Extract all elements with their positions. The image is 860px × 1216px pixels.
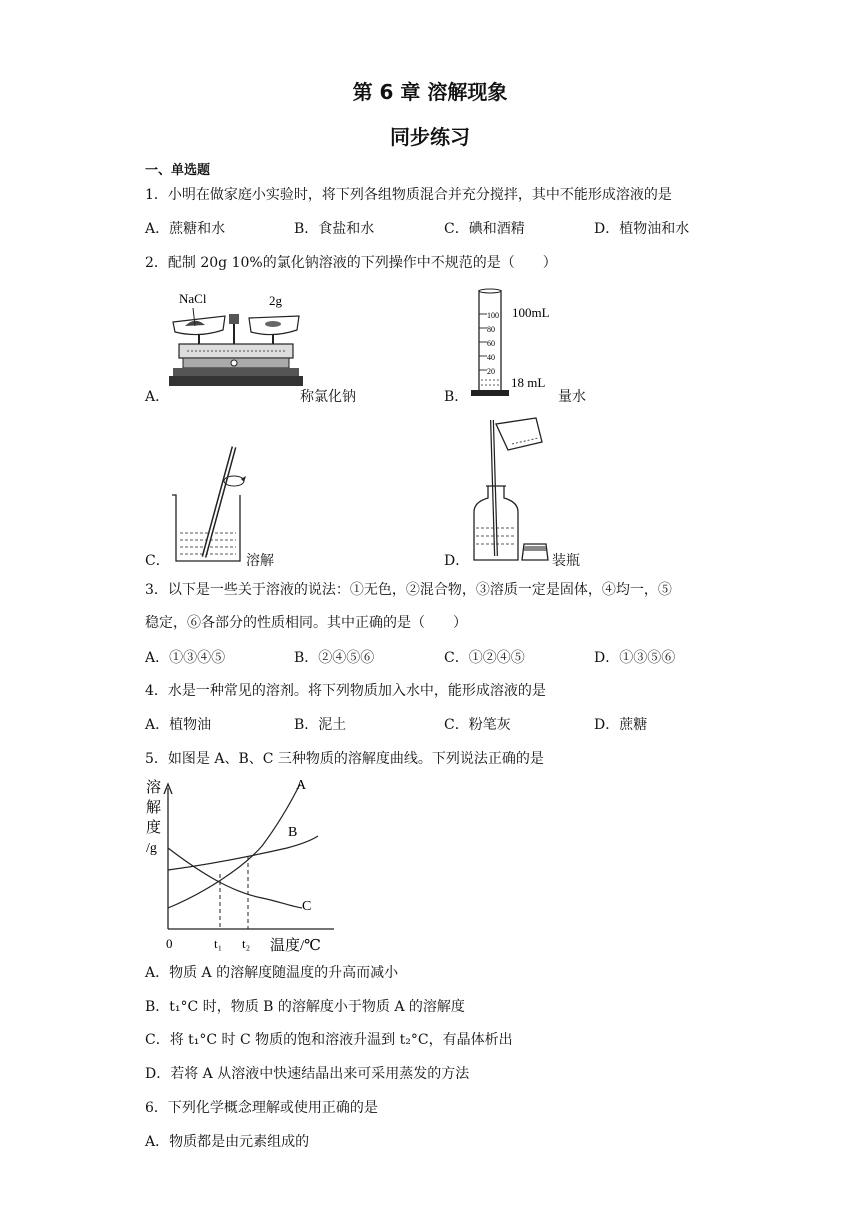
- mark-20: 20: [487, 367, 495, 376]
- q2-option-b-letter: B．: [444, 389, 469, 405]
- q5-option-a: A．物质 A 的溶解度随温度的升高而减小: [145, 965, 399, 981]
- curve-b-label: B: [288, 825, 298, 840]
- q2-option-a-letter: A．: [145, 389, 170, 405]
- page-title: 第 6 章 溶解现象: [352, 80, 508, 104]
- q3-option-a: A．①③④⑤: [145, 650, 226, 666]
- nacl-label: NaCl: [179, 291, 207, 306]
- y-label-1: 溶: [146, 780, 162, 796]
- question-2-stem: 2．配制 20g 10%的氯化钠溶液的下列操作中不规范的是（ ）: [145, 255, 557, 271]
- balance-figure: [165, 286, 305, 401]
- q2-option-d-caption: 装瓶: [552, 553, 580, 569]
- reading-label: 18 mL: [511, 375, 546, 390]
- q1-option-c: C．碘和酒精: [444, 221, 525, 237]
- q2-option-b-caption: 量水: [558, 389, 586, 405]
- t1-label: t₁: [214, 936, 223, 951]
- question-1-stem: 1．小明在做家庭小实验时，将下列各组物质混合并充分搅拌，其中不能形成溶液的是: [145, 187, 672, 203]
- q2-option-c-caption: 溶解: [246, 553, 274, 569]
- question-5-stem: 5．如图是 A、B、C 三种物质的溶解度曲线。下列说法正确的是: [145, 751, 544, 767]
- curve-c-label: C: [302, 899, 312, 914]
- weight-label: 2g: [269, 293, 282, 308]
- t2-label: t₂: [242, 936, 251, 951]
- mark-60: 60: [487, 339, 495, 348]
- page-subtitle: 同步练习: [390, 125, 470, 149]
- curve-a-label: A: [296, 778, 307, 793]
- question-4-stem: 4．水是一种常见的溶剂。将下列物质加入水中，能形成溶液的是: [145, 683, 546, 699]
- question-3-stem-line1: 3．以下是一些关于溶液的说法：①无色，②混合物，③溶质一定是固体，④均一，⑤: [145, 582, 672, 598]
- q6-option-a: A．物质都是由元素组成的: [145, 1134, 310, 1150]
- q2-option-a-caption: 称氯化钠: [300, 389, 356, 405]
- bottle-pour-figure: [466, 416, 556, 566]
- y-label-3: 度: [146, 820, 162, 836]
- q5-option-d: D．若将 A 从溶液中快速结晶出来可采用蒸发的方法: [145, 1066, 470, 1082]
- q3-option-b: B．②④⑤⑥: [294, 650, 375, 666]
- q1-option-d: D．植物油和水: [594, 221, 690, 237]
- q5-option-c: C．将 t₁°C 时 C 物质的饱和溶液升温到 t₂°C，有晶体析出: [145, 1032, 513, 1048]
- q3-option-c: C．①②④⑤: [444, 650, 525, 666]
- section-heading: 一、单选题: [145, 163, 211, 178]
- q1-option-b: B．食盐和水: [294, 221, 375, 237]
- beaker-stir-figure: [168, 443, 248, 563]
- x-label: 温度/℃: [270, 938, 321, 954]
- q1-option-a: A．蔗糖和水: [145, 221, 226, 237]
- mark-40: 40: [487, 353, 495, 362]
- q2-option-c-letter: C．: [145, 553, 170, 569]
- solubility-graph: [142, 774, 342, 954]
- y-label-2: 解: [146, 800, 162, 816]
- mark-100: 100: [487, 311, 499, 320]
- q2-option-d-letter: D．: [444, 553, 470, 569]
- q4-option-b: B．泥土: [294, 717, 347, 733]
- q4-option-a: A．植物油: [145, 717, 212, 733]
- question-6-stem: 6．下列化学概念理解或使用正确的是: [145, 1100, 378, 1116]
- q3-option-d: D．①③⑤⑥: [594, 650, 676, 666]
- origin-label: 0: [166, 936, 173, 951]
- capacity-label: 100mL: [512, 305, 550, 320]
- q5-option-b: B．t₁°C 时，物质 B 的溶解度小于物质 A 的溶解度: [145, 999, 465, 1015]
- y-label-4: /g: [146, 841, 157, 856]
- q4-option-c: C．粉笔灰: [444, 717, 511, 733]
- cylinder-figure: [465, 288, 565, 403]
- mark-80: 80: [487, 325, 495, 334]
- q4-option-d: D．蔗糖: [594, 717, 648, 733]
- question-3-stem-line2: 稳定，⑥各部分的性质相同。其中正确的是（ ）: [145, 615, 467, 631]
